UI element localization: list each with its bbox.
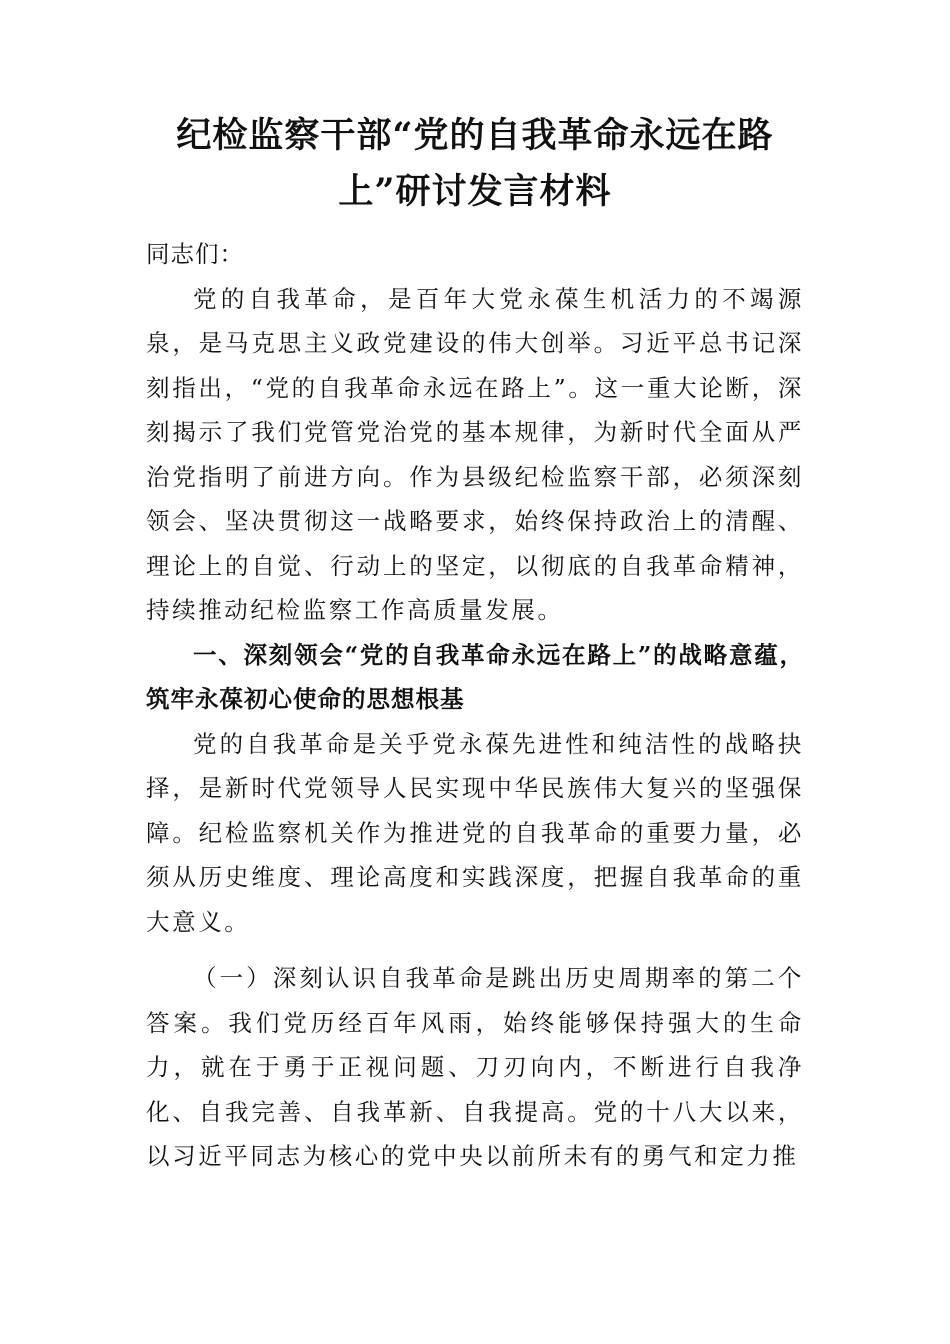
document-title [146, 108, 804, 220]
paragraph-intro: 党的自我革命，是百年大党永葆生机活力的不竭源泉，是马克思主义政党建设的伟大创举。习近平总书记深刻指出，“党的自我革命永远在路上”。这一重大论断，深刻揭示了我们党管党治党的基本规律，为新时代全面从严治党指明了前进方向。作为县级纪检监察干部，必须深刻领会、坚决贯彻这一战略要求，始终保持政治上的清醒、理论上的自觉、行动上的坚定，以彻底的自我革命精神，持续推动纪检监察工作高质量发展。 [146, 284, 804, 624]
section-heading-1: 一、深刻领会“党的自我革命永远在路上”的战略意蕴，筑牢永葆初心使命的思想根基 [146, 640, 804, 713]
paragraph-subsection-1: （一）深刻认识自我革命是跳出历史周期率的第二个答案。我们党历经百年风雨，始终能够保持强大的生命力，就在于勇于正视问题、刀刃向内，不断进行自我净化、自我完善、自我革新、自我提高。党的十八大以来，以习近平同志为核心的党中央以前所未有的勇气和定力推 [146, 964, 804, 1170]
paragraph-section-1: 党的自我革命是关乎党永葆先进性和纯洁性的战略抉择，是新时代党领导人民实现中华民族伟大复兴的坚强保障。纪检监察机关作为推进党的自我革命的重要力量，必须从历史维度、理论高度和实践深度，把握自我革命的重大意义。 [146, 729, 804, 936]
title-line-2: 上”研讨发言材料 [338, 171, 612, 212]
document-body [146, 232, 804, 1179]
title-line-1: 纪检监察干部“党的自我革命永远在路 [176, 115, 774, 156]
salutation: 同志们： [146, 240, 244, 268]
